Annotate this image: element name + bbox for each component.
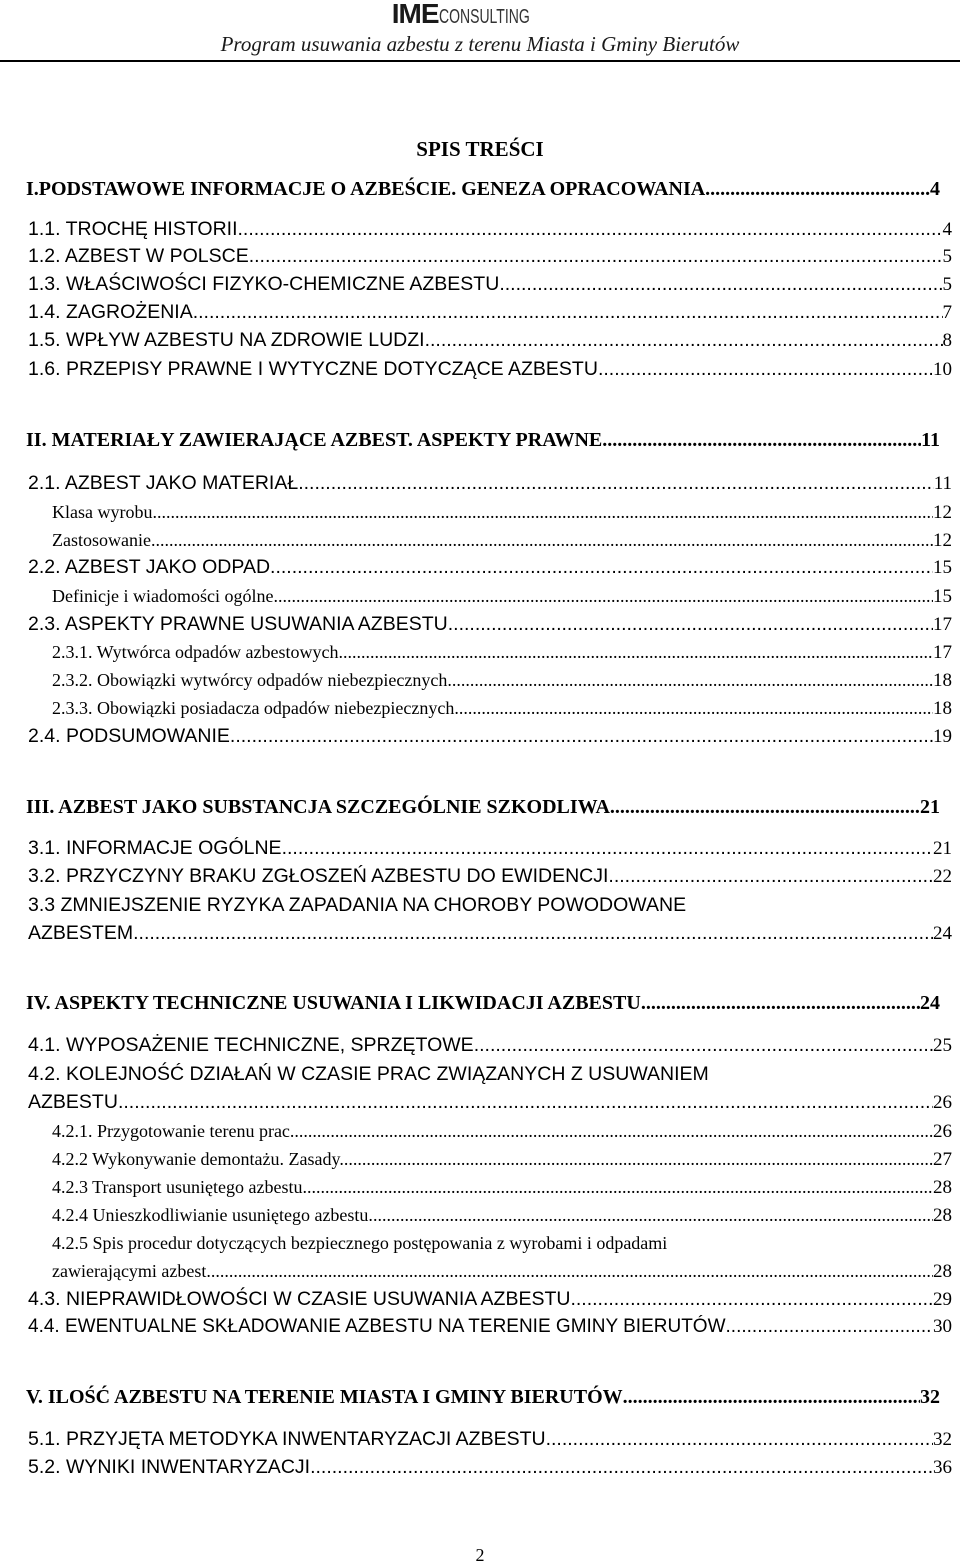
toc-entry-page: 11 (933, 473, 952, 494)
toc-entry-4-2-1[interactable] (52, 1119, 952, 1144)
toc-entry-page: 15 (933, 586, 952, 607)
toc-entry-2-1[interactable] (28, 470, 952, 497)
toc-entry-label: 1.6. PRZEPISY PRAWNE I WYTYCZNE DOTYCZĄCE AZBESTU (28, 358, 598, 380)
toc-leader-dots (152, 500, 933, 524)
toc-leader-dots (641, 990, 920, 1016)
toc-entry-page: 32 (920, 1386, 940, 1408)
toc-entry-2-3-2[interactable] (52, 668, 952, 693)
toc-entry-2-2-definicje[interactable] (52, 584, 952, 609)
toc-entry-label: AZBESTU (28, 1091, 118, 1113)
toc-entry-4-2-4[interactable] (52, 1203, 952, 1228)
toc-entry-2-3-3[interactable] (52, 696, 952, 721)
toc-entry-section-5[interactable] (26, 1384, 940, 1410)
toc-leader-dots (598, 356, 933, 382)
toc-leader-dots (343, 640, 933, 664)
toc-entry-page: 28 (933, 1205, 952, 1226)
toc-entry-label: IV. ASPEKTY TECHNICZNE USUWANIA I LIKWIDACJI AZBESTU (26, 992, 641, 1014)
toc-entry-label: 4.2.2 Wykonywanie demontażu. Zasady. (52, 1149, 344, 1169)
toc-entry-label: 2.4. PODSUMOWANIE (28, 725, 230, 747)
toc-leader-dots (610, 794, 920, 820)
toc-leader-dots (151, 528, 933, 552)
toc-entry-5-2[interactable] (28, 1454, 952, 1481)
toc-entry-page: 21 (920, 796, 940, 818)
document-subtitle: Program usuwania azbestu z terenu Miasta i Gminy Bierutów (220, 32, 740, 56)
toc-entry-page: 26 (933, 1092, 952, 1113)
toc-leader-dots (249, 243, 943, 269)
toc-entry-1-3[interactable] (28, 271, 952, 298)
toc-leader-dots (710, 176, 930, 202)
toc-entry-label: III. AZBEST JAKO SUBSTANCJA SZCZEGÓLNIE SZKODLIWA (26, 796, 610, 818)
toc-leader-dots (118, 1089, 933, 1115)
toc-entry-label: 4.2.4 Unieszkodliwianie usuniętego azbestu. (52, 1205, 373, 1225)
toc-entry-1-6[interactable] (28, 356, 952, 383)
toc-leader-dots (310, 1454, 933, 1480)
toc-entry-page: 12 (933, 530, 952, 551)
toc-entry-4-2-5[interactable] (52, 1259, 952, 1284)
toc-entry-label: 3.1. INFORMACJE OGÓLNE (28, 837, 282, 859)
toc-leader-dots (193, 299, 943, 325)
header-divider (0, 60, 960, 62)
toc-entry-1-5[interactable] (28, 327, 952, 354)
toc-entry-page: 17 (933, 614, 952, 635)
toc-entry-4-2-line1[interactable]: 4.2. KOLEJNOŚĆ DZIAŁAŃ W CZASIE PRAC ZWIĄZANYCH Z USUWANIEM (28, 1063, 709, 1085)
toc-entry-4-2-2[interactable] (52, 1147, 952, 1172)
toc-entry-label: 1.2. AZBEST W POLSCE (28, 245, 249, 267)
toc-leader-dots (425, 327, 943, 353)
toc-entry-4-2[interactable] (28, 1089, 952, 1116)
toc-entry-1-4[interactable] (28, 299, 952, 326)
toc-entry-page: 22 (933, 866, 952, 887)
toc-entry-page: 18 (933, 670, 952, 691)
toc-leader-dots (282, 835, 933, 861)
toc-entry-page: 11 (921, 429, 940, 451)
toc-entry-4-2-3[interactable] (52, 1175, 952, 1200)
toc-entry-label: Definicje i wiadomości ogólne. (52, 586, 278, 606)
toc-entry-page: 32 (933, 1429, 952, 1450)
toc-leader-dots (607, 427, 921, 453)
toc-entry-label: 4.2.3 Transport usuniętego azbestu. (52, 1177, 307, 1197)
toc-entry-label: 2.2. AZBEST JAKO ODPAD (28, 556, 271, 578)
toc-entry-4-2-5-line1[interactable]: 4.2.5 Spis procedur dotyczących bezpiecznego postępowania z wyrobami i odpadami (52, 1233, 668, 1253)
toc-entry-label: 3.2. PRZYCZYNY BRAKU ZGŁOSZEŃ AZBESTU DO EWIDENCJI (28, 865, 609, 887)
toc-entry-page: 21 (933, 838, 952, 859)
toc-entry-page: 8 (942, 330, 952, 351)
toc-leader-dots (459, 696, 933, 720)
logo-main-text: IME (391, 0, 439, 29)
toc-leader-dots (448, 611, 933, 637)
toc-entry-page: 24 (933, 923, 952, 944)
toc-entry-page: 30 (933, 1316, 952, 1337)
toc-entry-2-3[interactable] (28, 611, 952, 638)
toc-entry-page: 5 (942, 274, 952, 295)
page-number: 2 (475, 1545, 485, 1565)
toc-leader-dots (474, 1032, 933, 1058)
toc-entry-label: II. MATERIAŁY ZAWIERAJĄCE AZBEST. ASPEKTY PRAWNE. (26, 429, 608, 451)
toc-leader-dots (238, 216, 943, 242)
toc-entry-page: 5 (942, 246, 952, 267)
toc-entry-3-3[interactable] (28, 920, 952, 947)
toc-entry-page: 18 (933, 698, 952, 719)
toc-entry-page: 29 (933, 1289, 952, 1310)
toc-leader-dots (546, 1426, 933, 1452)
toc-entry-page: 36 (933, 1457, 952, 1478)
toc-entry-label: 4.1. WYPOSAŻENIE TECHNICZNE, SPRZĘTOWE (28, 1034, 474, 1056)
toc-entry-label: 2.3.3. Obowiązki posiadacza odpadów niebezpiecznych. (52, 698, 459, 718)
toc-entry-5-1[interactable] (28, 1426, 952, 1453)
toc-leader-dots (608, 863, 933, 889)
toc-entry-page: 26 (933, 1121, 952, 1142)
toc-entry-page: 19 (933, 726, 952, 747)
toc-entry-label: 1.5. WPŁYW AZBESTU NA ZDROWIE LUDZI (28, 329, 425, 351)
toc-leader-dots (344, 1147, 933, 1171)
toc-leader-dots (206, 1259, 933, 1283)
toc-entry-1-1[interactable] (28, 216, 952, 243)
toc-leader-dots (623, 1384, 920, 1410)
toc-entry-2-2[interactable] (28, 554, 952, 581)
toc-leader-dots (726, 1314, 933, 1340)
toc-leader-dots (230, 723, 933, 749)
page-header (0, 0, 960, 62)
toc-entry-section-1[interactable] (26, 176, 940, 202)
toc-entry-label: 2.3. ASPEKTY PRAWNE USUWANIA AZBESTU (28, 613, 448, 635)
logo-sub-text: CONSULTING (438, 6, 530, 28)
toc-entry-label: 4.4. EWENTUALNE SKŁADOWANIE AZBESTU NA TERENIE GMINY BIERUTÓW (28, 1316, 726, 1337)
toc-entry-4-1[interactable] (28, 1032, 952, 1059)
toc-entry-label: 1.3. WŁAŚCIWOŚCI FIZYKO-CHEMICZNE AZBESTU (28, 273, 500, 295)
toc-entry-page: 24 (920, 992, 940, 1014)
toc-entry-3-1[interactable] (28, 835, 952, 862)
toc-entry-2-3-1[interactable] (52, 640, 952, 665)
toc-entry-label: V. ILOŚĆ AZBESTU NA TERENIE MIASTA I GMINY BIERUTÓW (26, 1386, 623, 1408)
toc-entry-page: 28 (933, 1177, 952, 1198)
toc-leader-dots (270, 554, 933, 580)
toc-entry-label: Zastosowanie (52, 530, 151, 550)
toc-leader-dots (294, 1119, 933, 1143)
toc-entry-page: 17 (933, 642, 952, 663)
toc-entry-4-4[interactable] (28, 1314, 952, 1340)
company-logo (380, 0, 580, 33)
toc-entry-section-4[interactable] (26, 990, 940, 1016)
toc-entry-page: 7 (942, 302, 952, 323)
toc-leader-dots (570, 1286, 933, 1312)
toc-title: SPIS TREŚCI (416, 137, 544, 161)
toc-entry-label: 4.2.1. Przygotowanie terenu prac. (52, 1121, 295, 1141)
toc-leader-dots (298, 470, 934, 496)
toc-entry-3-3-line1[interactable]: 3.3 ZMNIEJSZENIE RYZYKA ZAPADANIA NA CHOROBY POWODOWANE (28, 894, 687, 916)
toc-entry-section-3[interactable] (26, 794, 940, 820)
toc-entry-label: Klasa wyrobu (52, 502, 153, 522)
toc-entry-label: AZBESTEM (28, 922, 134, 944)
toc-entry-label: zawierającymi azbest (52, 1261, 207, 1281)
toc-entry-page: 4 (942, 219, 952, 240)
toc-leader-dots (133, 920, 933, 946)
toc-entry-label: 2.3.2. Obowiązki wytwórcy odpadów niebezpiecznych. (52, 670, 452, 690)
toc-entry-page: 12 (933, 502, 952, 523)
toc-leader-dots (278, 584, 933, 608)
toc-entry-label: 5.2. WYNIKI INWENTARYZACJI (28, 1456, 311, 1478)
toc-entry-label: I.PODSTAWOWE INFORMACJE O AZBEŚCIE. GENEZA OPRACOWANIA. (26, 178, 711, 200)
toc-entry-page: 25 (933, 1035, 952, 1056)
toc-entry-2-1-klasa[interactable] (52, 500, 952, 525)
toc-leader-dots (452, 668, 933, 692)
toc-entry-label: 5.1. PRZYJĘTA METODYKA INWENTARYZACJI AZBESTU (28, 1428, 546, 1450)
toc-entry-2-4[interactable] (28, 723, 952, 750)
toc-entry-label: 1.4. ZAGROŻENIA (28, 301, 193, 323)
toc-entry-1-2[interactable] (28, 243, 952, 270)
toc-entry-page: 15 (933, 557, 952, 578)
toc-entry-page: 10 (933, 359, 952, 380)
toc-entry-label: 2.1. AZBEST JAKO MATERIAŁ (28, 472, 299, 494)
toc-leader-dots (307, 1175, 933, 1199)
toc-leader-dots (499, 271, 942, 297)
toc-leader-dots (373, 1203, 933, 1227)
toc-entry-3-2[interactable] (28, 863, 952, 890)
toc-entry-label: 2.3.1. Wytwórca odpadów azbestowych. (52, 642, 344, 662)
toc-entry-2-1-zastosowanie[interactable] (52, 528, 952, 553)
toc-entry-4-3[interactable] (28, 1286, 952, 1313)
toc-entry-section-2[interactable] (26, 427, 940, 453)
toc-entry-page: 27 (933, 1149, 952, 1170)
toc-entry-label: 4.3. NIEPRAWIDŁOWOŚCI W CZASIE USUWANIA AZBESTU (28, 1288, 571, 1310)
toc-entry-label: 1.1. TROCHĘ HISTORII (28, 218, 238, 240)
toc-entry-page: 28 (933, 1261, 952, 1282)
toc-entry-page: 4 (930, 178, 940, 200)
